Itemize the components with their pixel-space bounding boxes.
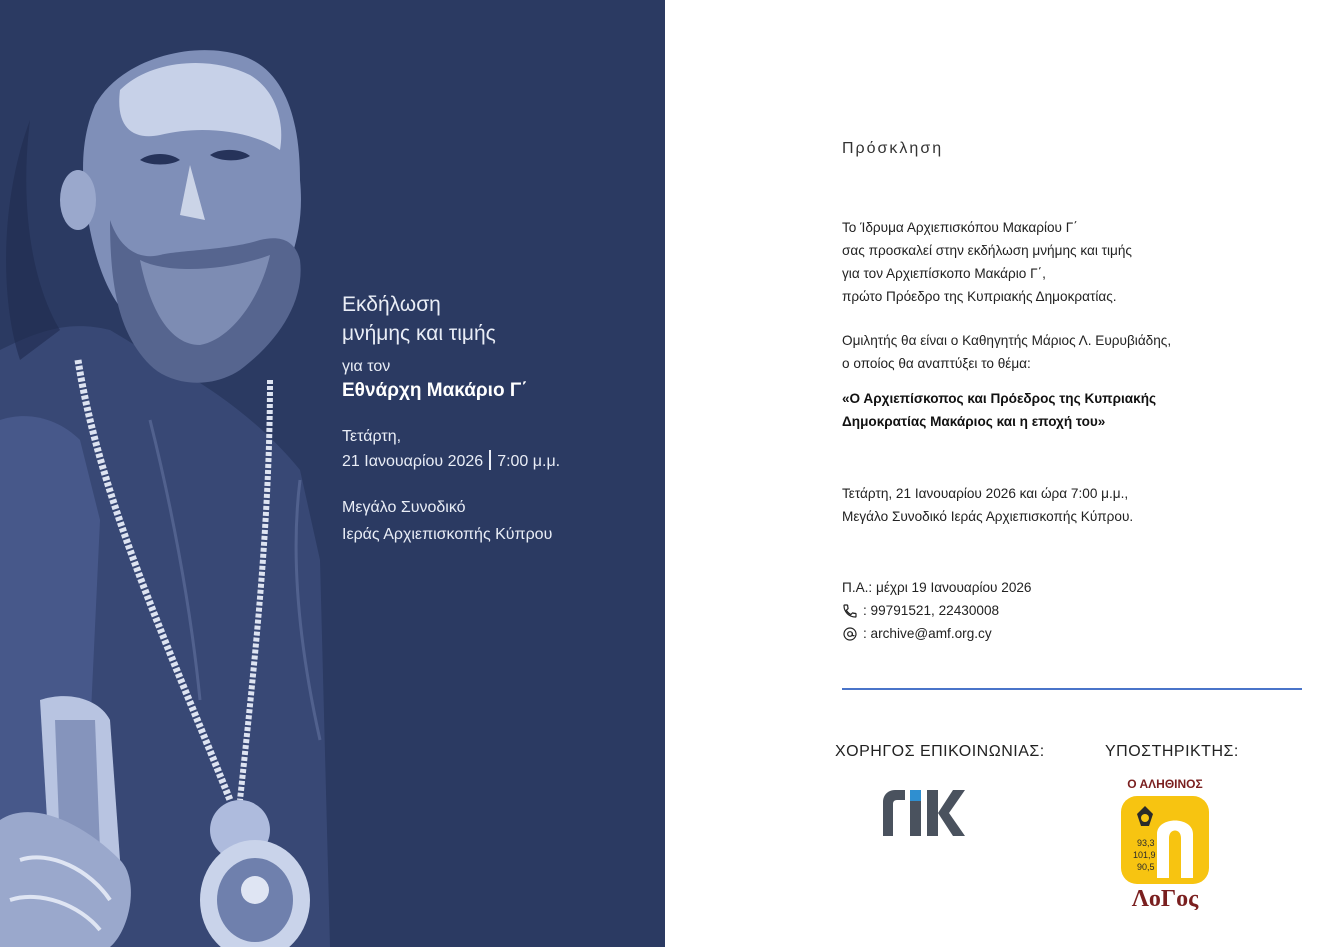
intro-paragraph [842,216,1132,308]
event-title-line2: μνήμης και τιμής [342,322,496,345]
venue-line2: Ιεράς Αρχιεπισκοπής Κύπρου [342,526,553,543]
lecture-topic [842,387,1156,433]
invitation-panel [665,0,1339,947]
rsvp-contact [842,576,1032,645]
phone-icon [842,603,858,619]
media-sponsor-label: ΧΟΡΗΓΟΣ ΕΠΙΚΟΙΝΩΝΙΑΣ: [835,743,1045,760]
speaker-line: Ομιλητής θα είναι ο Καθηγητής Μάριος Λ. Ευρυβιάδης, [842,333,1172,348]
event-title [342,290,560,348]
event-title-line1: Εκδήλωση [342,293,441,316]
when-line: Τετάρτη, 21 Ιανουαρίου 2026 και ώρα 7:00 μ.μ., [842,486,1129,501]
intro-line: πρώτο Πρόεδρο της Κυπριακής Δημοκρατίας. [842,289,1117,304]
logos-radio-logo [1117,774,1213,910]
rik-logo [883,790,965,836]
topic-line: «Ο Αρχιεπίσκοπος και Πρόεδρος της Κυπριακής [842,391,1157,406]
venue-line1: Μεγάλο Συνοδικό [342,499,466,516]
event-day: Τετάρτη, [342,428,402,445]
event-date: 21 Ιανουαρίου 2026 [342,453,484,470]
svg-text:Ο ΑΛΗΘΙΝΟΣ: Ο ΑΛΗΘΙΝΟΣ [1127,777,1203,791]
date-time-separator [489,450,491,470]
svg-text:93,3: 93,3 [1137,838,1155,848]
for-label: για τον [342,358,391,375]
invitation-heading: Πρόσκληση [842,140,944,157]
topic-line: Δημοκρατίας Μακάριος και η εποχή του» [842,414,1106,429]
rsvp-deadline: Π.Α.: μέχρι 19 Ιανουαρίου 2026 [842,580,1032,595]
divider [842,688,1302,690]
email-address[interactable]: : archive@amf.org.cy [863,626,992,641]
speaker-line: ο οποίος θα αναπτύξει το θέμα: [842,356,1031,371]
event-venue [342,494,560,548]
intro-line: Το Ίδρυμα Αρχιεπισκόπου Μακαρίου Γ΄ [842,220,1078,235]
event-panel [0,0,665,947]
svg-text:ΛοΓος: ΛοΓος [1131,886,1199,910]
when-where-paragraph [842,482,1133,528]
event-time: 7:00 μ.μ. [497,453,561,470]
speaker-paragraph [842,329,1171,375]
phone-numbers[interactable]: : 99791521, 22430008 [863,603,1000,618]
phone-row [842,599,1032,622]
where-line: Μεγάλο Συνοδικό Ιεράς Αρχιεπισκοπής Κύπρου. [842,509,1134,524]
email-row [842,622,1032,645]
event-summary [342,290,560,548]
supporter-label: ΥΠΟΣΤΗΡΙΚΤΗΣ: [1105,743,1239,760]
archbishop-portrait-illustration [0,0,665,947]
svg-text:101,9: 101,9 [1133,850,1156,860]
at-sign-icon [842,626,858,642]
honoree-name: Εθνάρχη Μακάριο Γ΄ [342,380,528,401]
event-date-time [342,448,560,476]
intro-line: για τον Αρχιεπίσκοπο Μακάριο Γ΄, [842,266,1046,281]
intro-line: σας προσκαλεί στην εκδήλωση μνήμης και τιμής [842,243,1132,258]
svg-text:90,5: 90,5 [1137,862,1155,872]
